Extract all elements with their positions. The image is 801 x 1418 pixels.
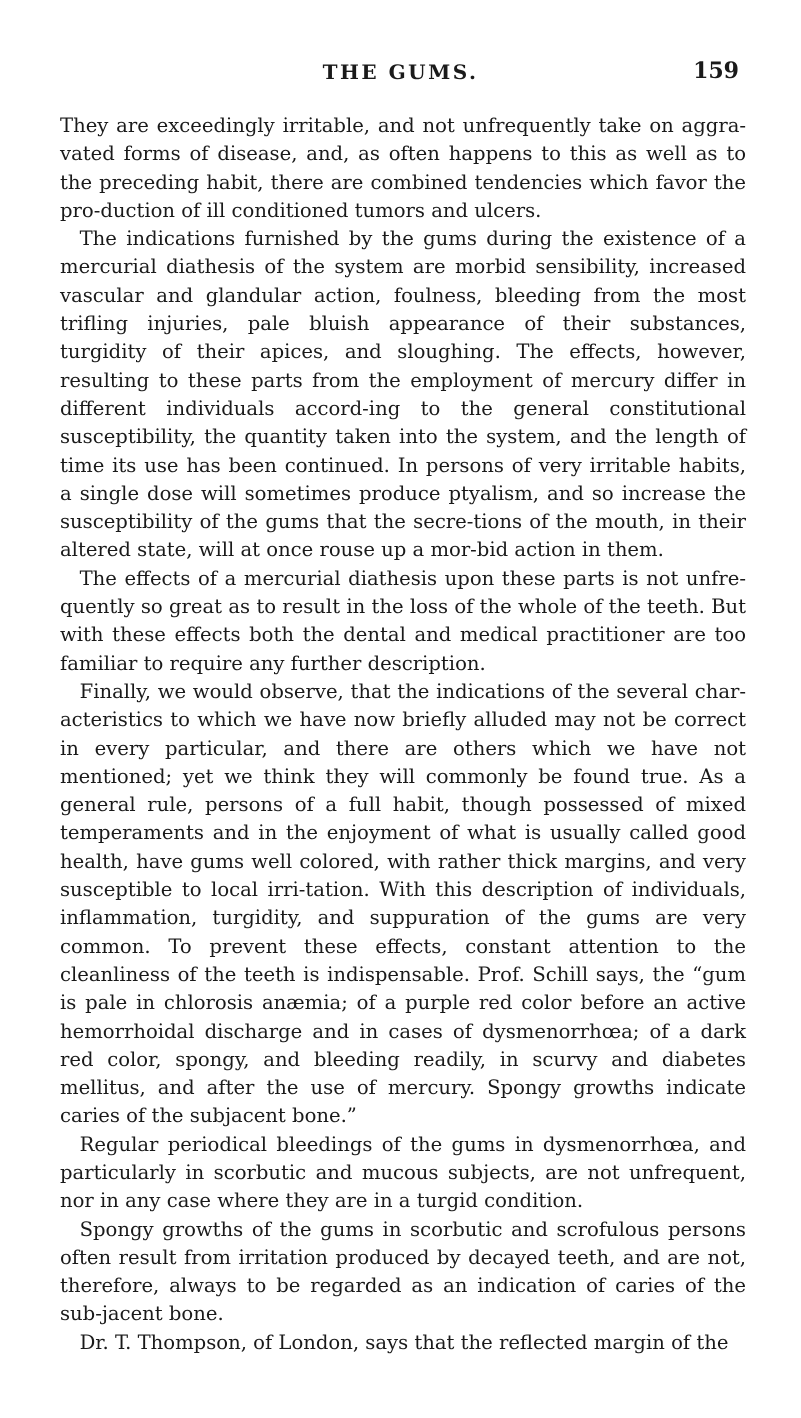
paragraph: They are exceedingly irritable, and not unfrequently take on aggra-vated forms of disease, and, as often happens to this as well as to the preceding habit, there are combined tendencies which favor the pro-duction of ill conditioned tumors and ulcers.: [60, 114, 746, 222]
body-text: [60, 112, 746, 1357]
paragraph: Regular periodical bleedings of the gums in dysmenorrhœa, and particularly in scorbutic and mucous subjects, are not unfrequent, nor in any case where they are in a turgid condition.: [60, 1132, 746, 1213]
paragraph: Dr. T. Thompson, of London, says that the reflected margin of the: [79, 1330, 729, 1354]
paragraph: The indications furnished by the gums during the existence of a mercurial diathesis of the system are morbid sensibility, increased vascular and glandular action, foulness, bleeding from the most trifling injuries, pale bluish appearance of their substances, turgidity of their apices, and sloughing. The effects, however, resulting to these parts from the employment of mercury differ in different individuals accord-ing to the general constitutional susceptibility, the quantity taken into the system, and the length of time its use has been continued. In persons of very irritable habits, a single dose will sometimes produce ptyalism, and so increase the susceptibility of the gums that the secre-tions of the mouth, in their altered state, will at once rouse up a mor-bid action in them.: [60, 227, 746, 562]
paragraph: The effects of a mercurial diathesis upon these parts is not unfre-quently so great as to result in the loss of the whole of the teeth. But with these effects both the dental and medical practitioner are too familiar to require any further description.: [60, 566, 746, 675]
page-number: 159: [693, 58, 739, 84]
paragraph: Spongy growths of the gums in scorbutic and scrofulous persons often result from irritation produced by decayed teeth, and are not, therefore, always to be regarded as an indication of caries of the sub-jacent bone.: [60, 1217, 746, 1326]
running-title: THE GUMS.: [322, 60, 479, 84]
paragraph: Finally, we would observe, that the indications of the several char-acteristics to which we have now briefly alluded may not be correct in every particular, and there are others which we have not mentioned; yet we think they will commonly be found true. As a general rule, persons of a full habit, though possessed of mixed temperaments and in the enjoyment of what is usually called good health, have gums well colored, with rather thick margins, and very susceptible to local irri-tation. With this description of individuals, inflammation, turgidity, and suppuration of the gums are very common. To prevent these effects, constant attention to the cleanliness of the teeth is indispensable. Prof. Schill says, the “gum is pale in chlorosis anæmia; of a purple red color before an active hemorrhoidal discharge and in cases of dysmenorrhœa; of a dark red color, spongy, and bleeding readily, in scurvy and diabetes mellitus, and after the use of mercury. Spongy growths indicate caries of the subjacent bone.”: [60, 679, 746, 1128]
page-header: [60, 58, 741, 88]
